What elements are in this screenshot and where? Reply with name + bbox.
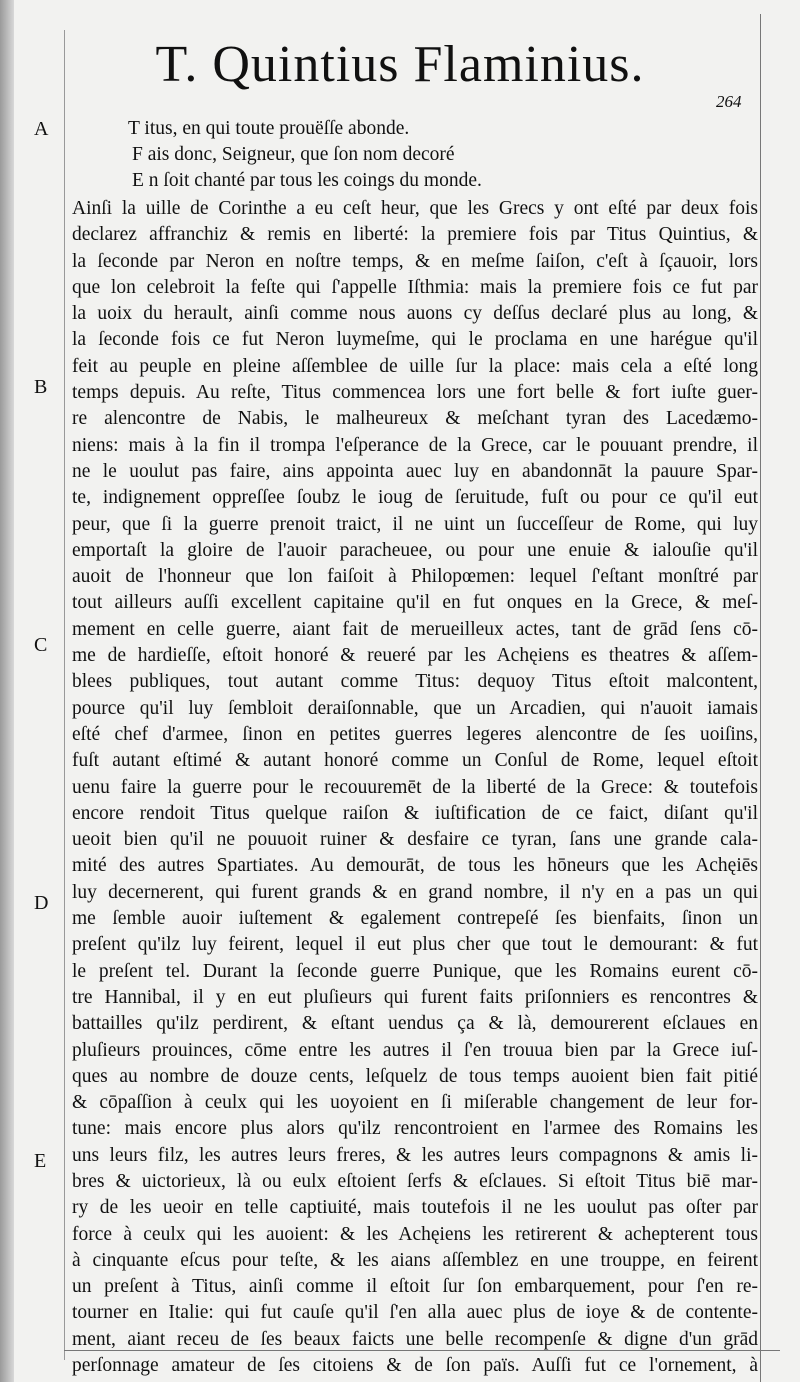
text-line: preſent qu'ilz luy feirent, lequel il eut plus cher que tout le demourant: & fut — [72, 934, 758, 956]
text-line: emportaſt la gloire de l'auoir paracheuee, ou pour une enuie & ialouſie qu'il — [72, 539, 758, 561]
body-paragraph — [72, 196, 758, 1379]
text-line: blees publiques, tout autant comme Titus: dequoy Titus eſtoit malcontent, — [72, 671, 758, 693]
text-line: te, indignement oppreſſee ſoubz le ioug de ſeruitude, fuſt ou pour ce qu'il eut — [72, 487, 758, 509]
text-line: force à ceulx qui les auoient: & les Achęiens les retirerent & achepterent tous — [72, 1223, 758, 1245]
verse-block — [128, 116, 688, 194]
verse-line: E n ſoit chanté par tous les coings du monde. — [132, 170, 482, 191]
margin-letter-b: B — [34, 376, 48, 398]
text-line: mement en celle guerre, aiant fait de merueilleux actes, tant de grād ſens cō- — [72, 618, 758, 640]
text-line: fuſt autant eſtimé & autant honoré comme un Conſul de Rome, lequel eſtoit — [72, 750, 758, 772]
text-line: re alencontre de Nabis, le malheureux & meſchant tyran des Lacedæmo- — [72, 408, 758, 430]
text-line: temps depuis. Au reſte, Titus commencea lors une fort belle & fort iuſte guer- — [72, 382, 758, 404]
margin-letter-e: E — [34, 1150, 47, 1172]
margin-letter-a: A — [34, 118, 49, 140]
text-line: encore rendoit Titus quelque raiſon & iuſtification de ce faict, diſant qu'il — [72, 802, 758, 824]
text-line: tune: mais encore plus alors qu'ilz rencontroient en l'armee des Romains les — [72, 1118, 758, 1140]
left-margin-rule — [64, 30, 65, 1360]
text-line: me ſemble auoir iuſtement & egalement contrepeſé ſes bienfaits, ſinon un — [72, 908, 758, 930]
text-line: feit au peuple en pleine aſſemblee de uille ſur la place: mais cela a eſté long — [72, 355, 758, 377]
text-line: pource qu'il luy ſembloit deraiſonnable, que un Arcadien, qui n'auoit iamais — [72, 697, 758, 719]
text-line: eſté chef d'armee, ſinon en petites guerres legeres alencontre de ſes uoiſins, — [72, 723, 758, 745]
text-line: tre Hannibal, il y en eut pluſieurs qui furent faits priſonniers es rencontres & — [72, 986, 758, 1008]
margin-letter-c: C — [34, 634, 48, 656]
text-line: & cōpaſſion à ceulx qui les uoyoient en ſi miſerable changement de leur for- — [72, 1092, 758, 1114]
text-line: que lon celebroit la feſte qui ſ'appelle Iſthmia: mais la premiere fois ce fut par — [72, 276, 758, 298]
text-line: ne le uoulut pas faire, ains appointa auec luy en abandonnāt la pauure Spar- — [72, 460, 758, 482]
text-line: mité des autres Spartiates. Au demourāt, de tous les hōneurs que les Achęiēs — [72, 855, 758, 877]
page-number: 264 — [716, 92, 742, 111]
text-line: pluſieurs prouinces, cōme entre les autres il ſ'en trouua bien par la Grece iuſ- — [72, 1039, 758, 1061]
text-line: auoit de l'honneur que lon faiſoit à Philopœmen: lequel ſ'eſtant monſtré par — [72, 566, 758, 588]
right-margin-rule — [760, 14, 761, 1382]
text-line: un preſent à Titus, ainſi comme il eſtoit ſur ſon embarquement, pour ſ'en re- — [72, 1276, 758, 1298]
text-line: ques au nombre de douze cents, leſquelz de tous temps auoient bien fait pitié — [72, 1065, 758, 1087]
text-line: declarez affranchiz & remis en liberté: la premiere fois par Titus Quintius, & — [72, 224, 758, 246]
text-line: Ainſi la uille de Corinthe a eu ceſt heur, que les Grecs y ont eſté par deux fois — [72, 198, 758, 219]
text-line: à cinquante eſcus pour teſte, & les aians aſſemblez en une trouppe, en feirent — [72, 1249, 758, 1271]
text-line: tourner en Italie: qui fut cauſe qu'il ſ'en alla auec plus de ioye & de contente- — [72, 1302, 758, 1324]
margin-letter-d: D — [34, 892, 49, 914]
text-line: niens: mais à la fin il trompa l'eſperance de la Grece, car le pouuant prendre, il — [72, 434, 758, 456]
text-line: perſonnage amateur de ſes citoiens & de ſon païs. Auſſi fut ce l'ornement, à — [72, 1355, 758, 1377]
text-line: luy decernerent, qui furent grands & en grand nombre, il n'y en a pas un qui — [72, 881, 758, 903]
verse-line: F ais donc, Seigneur, que ſon nom decoré — [132, 144, 455, 165]
text-line: me de hardieſſe, eſtoit honoré & reueré par les Achęiens es theatres & aſſem- — [72, 645, 758, 667]
verse-line: T itus, en qui toute prouëſſe abonde. — [128, 118, 410, 139]
text-line: la ſeconde fois ce fut Neron luymeſme, qui le proclama en une harégue qu'il — [72, 329, 758, 351]
text-line: bres & uictorieux, là ou eulx eſtoient ſerfs & eſclaues. Si eſtoit Titus biē mar- — [72, 1170, 758, 1192]
text-line: ueoit bien qu'il ne pouuoit ruiner & desfaire ce tyran, ſans une grande cala- — [72, 829, 758, 851]
text-line: le preſent tel. Durant la ſeconde guerre Punique, que les Romains eurent cō- — [72, 960, 758, 982]
text-line: ment, aiant receu de ſes beaux faicts une belle recompenſe & digne d'un grād — [72, 1328, 758, 1350]
page-gutter-shadow — [0, 0, 14, 1382]
text-line: uns leurs filz, les autres leurs freres, & les autres leurs compagnons & amis li- — [72, 1144, 758, 1166]
text-line: ry de les ueoir en telle captiuité, mais toutefois il ne les uoulut pas oſter par — [72, 1197, 758, 1219]
text-line: uenu faire la guerre pour le recouuremēt de la liberté de la Grece: & toutefois — [72, 776, 758, 798]
text-line: la uoix du herault, ainſi comme nous auons cy deſſus declaré plus au long, & — [72, 303, 758, 325]
text-line: tout ailleurs auſſi excellent capitaine qu'il en fut onques en la Grece, & meſ- — [72, 592, 758, 614]
page-title: T. Quintius Flaminius. — [155, 36, 645, 93]
text-line: la ſeconde par Neron en noſtre temps, & en meſme ſaiſon, c'eſt à ſçauoir, lors — [72, 250, 758, 272]
text-line: battailles qu'ilz perdirent, & eſtant uendus ça & là, demourerent eſclaues en — [72, 1013, 758, 1035]
text-line: peur, que ſi la guerre prenoit traict, il ne uint un ſucceſſeur de Rome, qui luy — [72, 513, 758, 535]
